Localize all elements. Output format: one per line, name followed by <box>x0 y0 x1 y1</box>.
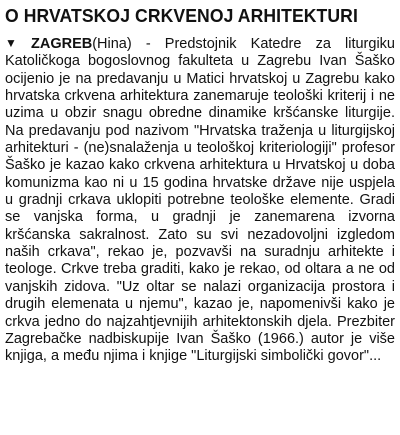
article-body <box>5 36 395 366</box>
article-dateline: ZAGREB <box>30 36 93 52</box>
bullet-triangle-icon: ▼ <box>5 36 27 50</box>
article-headline: O HRVATSKOJ CRKVENOJ ARHITEKTURI <box>5 5 358 26</box>
news-article <box>5 4 395 366</box>
news-agency: (Hina) <box>92 36 132 52</box>
article-text: - Predstojnik Katedre za liturgiku Katoličkoga bogoslovnog fakulteta u Zagrebu Ivan Šaško ocijenio je na predavanju u Matici hrvatskoj u Zagrebu kako hrvatska crkvena arhitektura zanemaruje teološki kriterij i ne uzima u obzir snagu obredne dinamike kršćanske liturgije. Na predavanju pod nazivom "Hrvatska traženja u liturgijskoj arhitekturi - (ne)snalaženja u teološkoj kriteriologiji" profesor Šaško je kazao kako crkvena arhitektura u Hrvatskoj u doba komunizma kao ni u 15 godina hrvatske države nije uspjela u gradnji crkava uklopiti potrebne teološke elemente. Gradi se vanjska forma, u gradnji je zanemarena izvorna kršćanska sakralnost. Zato su svi nezadovoljni izgledom naših crkava", rekao je, pozvavši na suradnju arhitekte i teologe. Crkve treba graditi, kako je rekao, od oltara a ne od vanjskih zidova. "Uz oltar se nalazi organizacija prostora i drugih elemenata u njemu", kazao je, napomenivši kako je crkva jedno do najzahtjevnijih arhitektonskih djela. Prezbiter Zagrebačke nadbiskupije Ivan Šaško (1966.) autor je više knjiga, a među njima i knjige "Liturgijski simbolički govor"... <box>5 36 395 365</box>
